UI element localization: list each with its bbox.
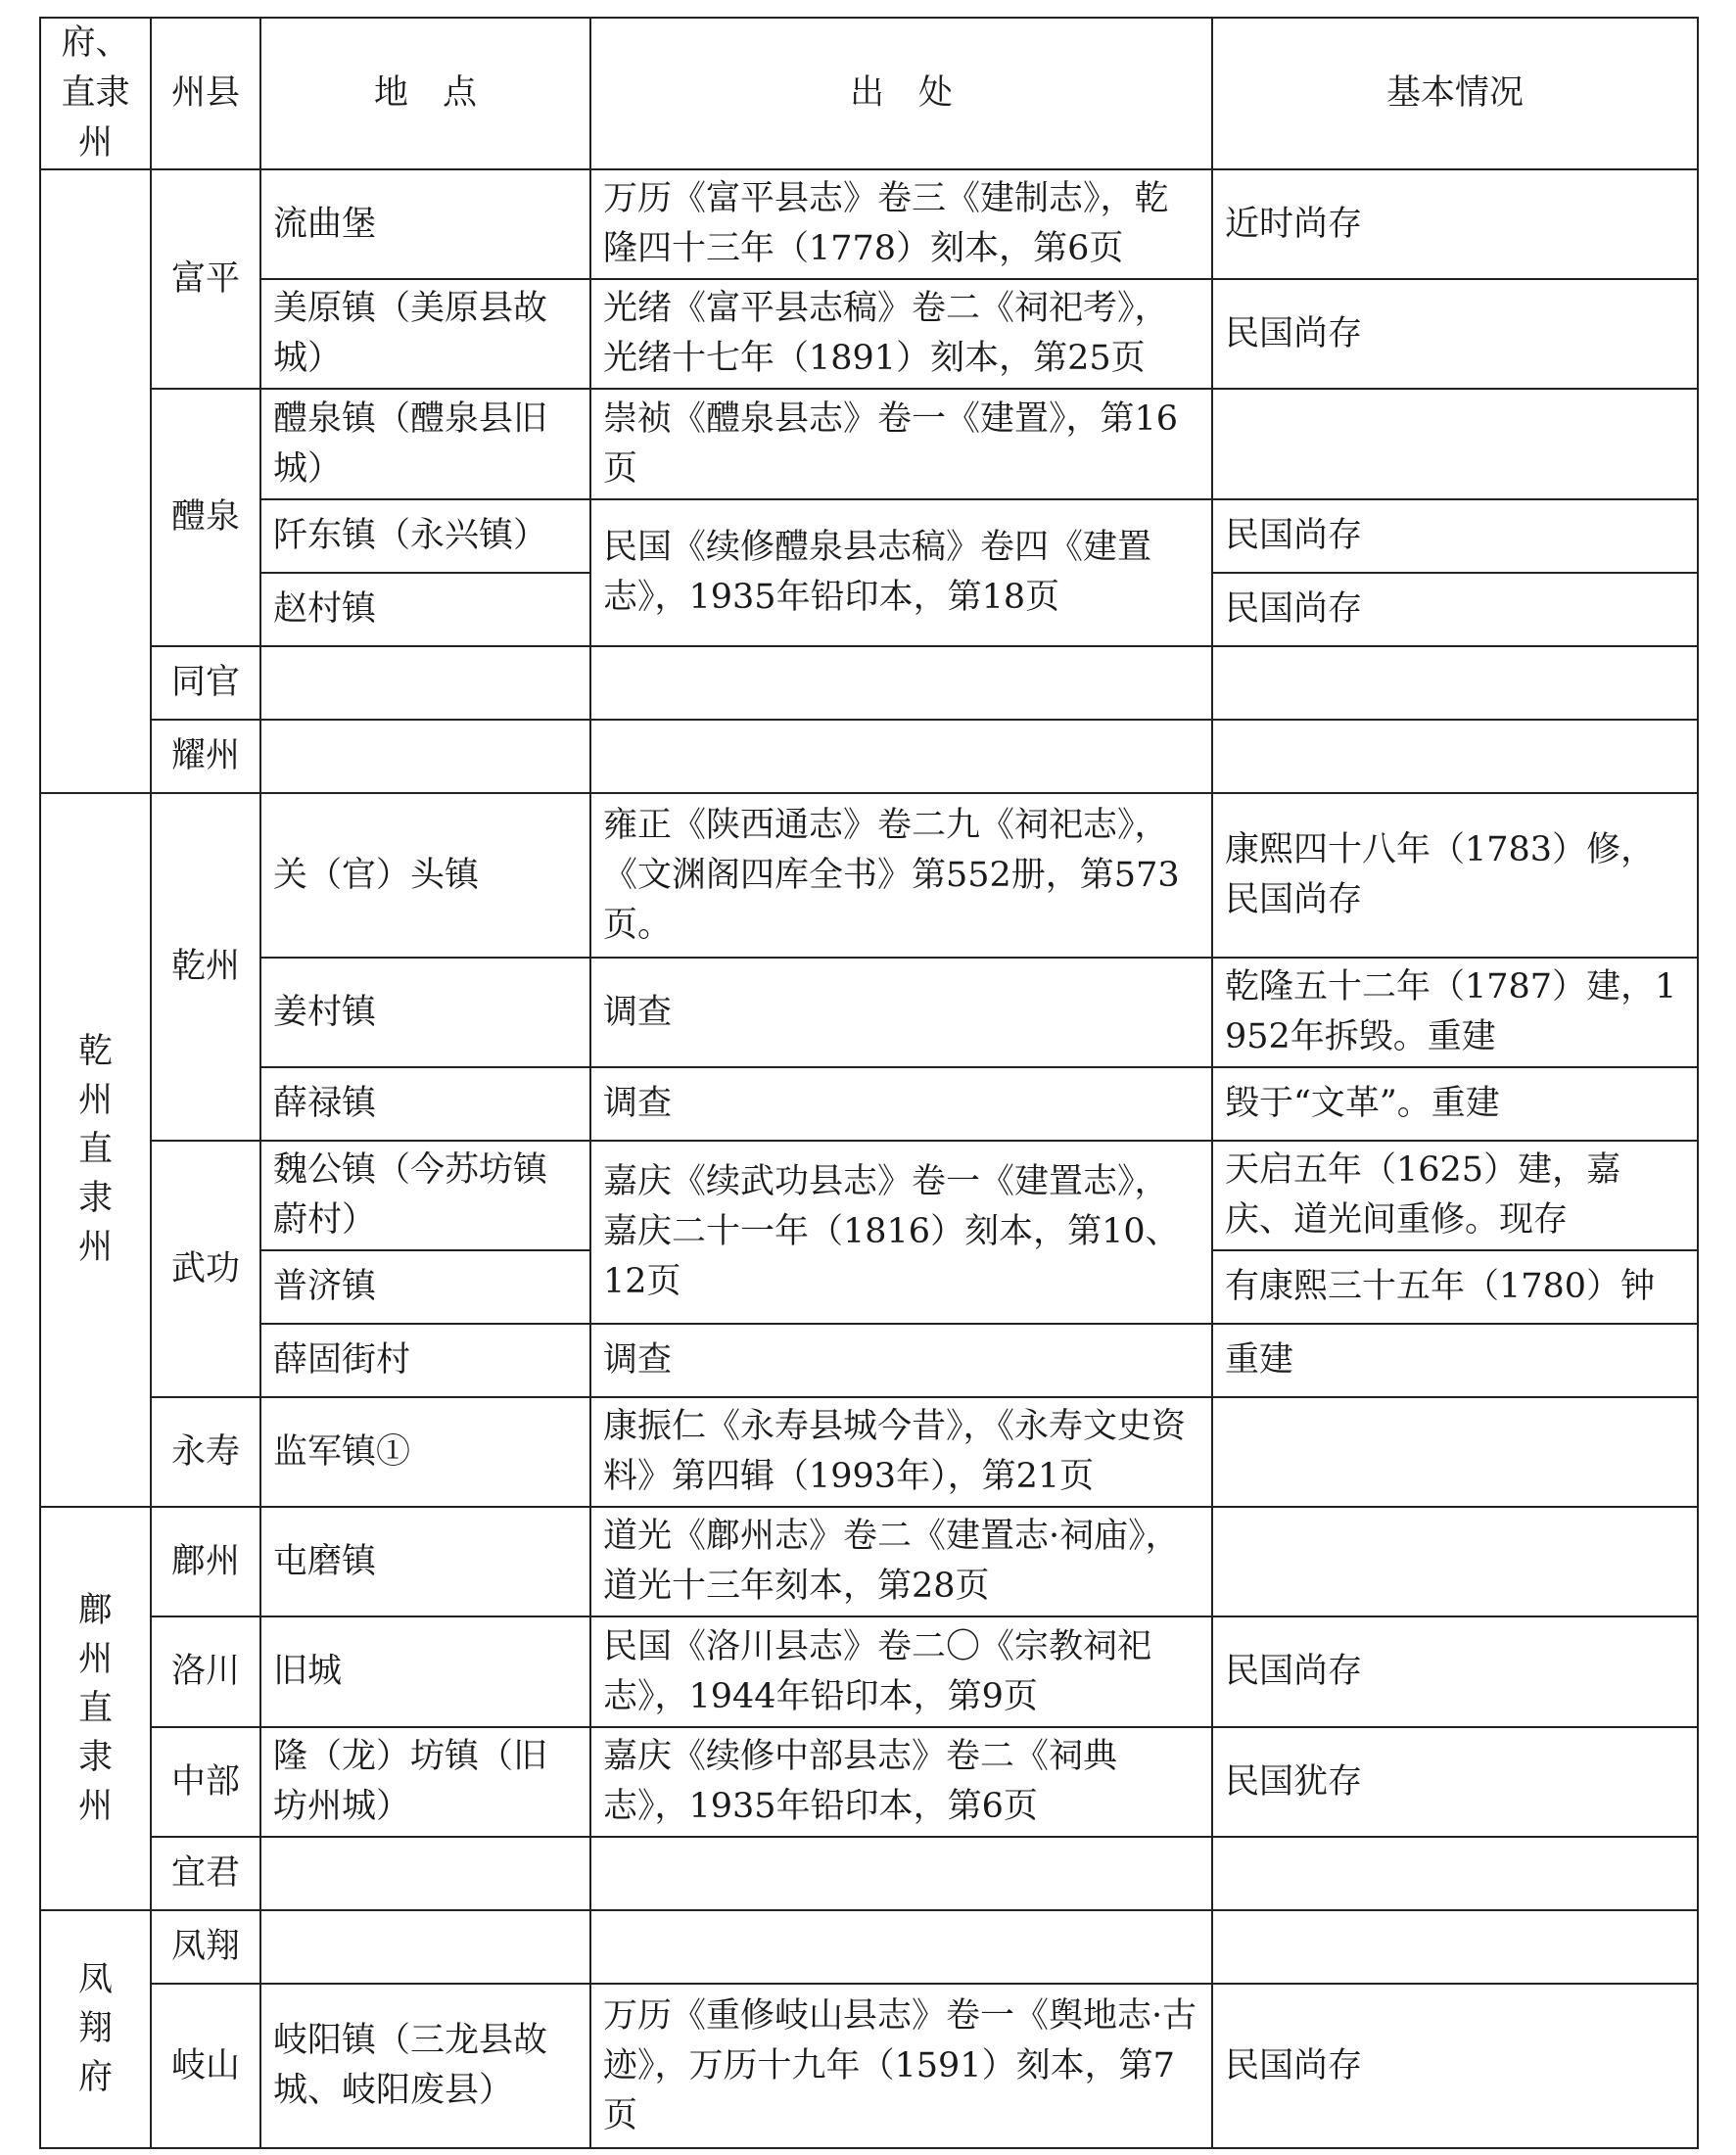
document-page [39,17,1697,2149]
place-cell: 阡东镇（永兴镇） [260,499,590,573]
prefecture-cell [40,1507,151,1910]
status-cell: 天启五年（1625）建，嘉庆、道光间重修。现存 [1212,1141,1698,1250]
source-cell [590,1910,1212,1984]
place-cell: 魏公镇（今苏坊镇蔚村） [260,1141,590,1250]
header-place: 地 点 [260,18,590,169]
prefecture-label: 凤翔府 [77,1960,113,2097]
table-row [40,1984,1698,2148]
table-row [40,1067,1698,1141]
status-cell [1212,1507,1698,1616]
place-cell: 屯磨镇 [260,1507,590,1616]
county-cell: 武功 [151,1141,260,1397]
source-cell [590,646,1212,720]
place-cell: 隆（龙）坊镇（旧坊州城） [260,1727,590,1837]
place-cell [260,1910,590,1984]
place-cell [260,720,590,793]
table-row [40,1727,1698,1837]
source-cell: 民国《续修醴泉县志稿》卷四《建置志》，1935年铅印本，第18页 [590,499,1212,646]
table-row [40,1324,1698,1397]
status-cell: 近时尚存 [1212,169,1698,279]
prefecture-label: 鄜州直隶州 [77,1590,113,1826]
status-cell: 康熙四十八年（1783）修，民国尚存 [1212,793,1698,958]
table-row [40,720,1698,793]
table-row [40,499,1698,573]
status-cell: 毁于“文革”。重建 [1212,1067,1698,1141]
place-cell: 普济镇 [260,1250,590,1324]
header-status: 基本情况 [1212,18,1698,169]
table-row [40,646,1698,720]
table-row [40,1616,1698,1727]
status-cell [1212,389,1698,499]
header-county: 州县 [151,18,260,169]
source-cell: 民国《洛川县志》卷二〇《宗教祠祀志》，1944年铅印本，第9页 [590,1616,1212,1727]
place-cell [260,1837,590,1910]
table-row [40,1910,1698,1984]
table-row [40,1397,1698,1507]
status-cell: 民国尚存 [1212,1984,1698,2148]
county-cell: 中部 [151,1727,260,1837]
source-cell: 调查 [590,1324,1212,1397]
county-cell: 醴泉 [151,389,260,646]
source-cell: 调查 [590,958,1212,1067]
source-cell: 调查 [590,1067,1212,1141]
place-cell: 姜村镇 [260,958,590,1067]
source-cell: 万历《重修岐山县志》卷一《舆地志·古迹》，万历十九年（1591）刻本，第7页 [590,1984,1212,2148]
prefecture-cell [40,169,151,793]
place-cell: 赵村镇 [260,573,590,646]
county-cell: 永寿 [151,1397,260,1507]
table-row [40,1507,1698,1616]
source-cell: 崇祯《醴泉县志》卷一《建置》，第16页 [590,389,1212,499]
place-cell [260,646,590,720]
source-cell: 道光《鄜州志》卷二《建置志·祠庙》，道光十三年刻本，第28页 [590,1507,1212,1616]
county-cell: 鄜州 [151,1507,260,1616]
prefecture-label: 乾州直隶州 [77,1032,113,1267]
table-row [40,169,1698,279]
status-cell: 重建 [1212,1324,1698,1397]
table-row [40,1141,1698,1250]
county-cell: 乾州 [151,793,260,1141]
table-row [40,958,1698,1067]
status-cell: 乾隆五十二年（1787）建，1952年拆毁。重建 [1212,958,1698,1067]
place-cell: 薛固街村 [260,1324,590,1397]
source-cell: 嘉庆《续修中部县志》卷二《祠典志》，1935年铅印本，第6页 [590,1727,1212,1837]
prefecture-cell [40,793,151,1507]
header-row [40,18,1698,169]
source-cell: 万历《富平县志》卷三《建制志》，乾隆四十三年（1778）刻本，第6页 [590,169,1212,279]
place-cell: 旧城 [260,1616,590,1727]
status-cell: 民国犹存 [1212,1727,1698,1837]
status-cell: 民国尚存 [1212,279,1698,389]
header-source: 出 处 [590,18,1212,169]
status-cell: 民国尚存 [1212,499,1698,573]
source-cell [590,720,1212,793]
header-prefecture: 府、直隶州 [40,18,151,169]
place-cell: 流曲堡 [260,169,590,279]
county-cell: 凤翔 [151,1910,260,1984]
place-cell: 薛禄镇 [260,1067,590,1141]
status-cell: 民国尚存 [1212,573,1698,646]
table-row [40,1837,1698,1910]
place-cell: 监军镇① [260,1397,590,1507]
county-cell: 同官 [151,646,260,720]
place-cell: 关（官）头镇 [260,793,590,958]
status-cell [1212,1910,1698,1984]
county-cell: 耀州 [151,720,260,793]
county-cell: 富平 [151,169,260,389]
status-cell [1212,1397,1698,1507]
table-row [40,279,1698,389]
status-cell [1212,646,1698,720]
county-cell: 岐山 [151,1984,260,2148]
source-cell: 雍正《陕西通志》卷二九《祠祀志》，《文渊阁四库全书》第552册，第573页。 [590,793,1212,958]
source-cell: 康振仁《永寿县城今昔》，《永寿文史资料》第四辑（1993年），第21页 [590,1397,1212,1507]
source-cell: 光绪《富平县志稿》卷二《祠祀考》，光绪十七年（1891）刻本，第25页 [590,279,1212,389]
source-cell [590,1837,1212,1910]
status-cell [1212,720,1698,793]
status-cell [1212,1837,1698,1910]
table-row [40,389,1698,499]
status-cell: 民国尚存 [1212,1616,1698,1727]
place-cell: 岐阳镇（三龙县故城、岐阳废县） [260,1984,590,2148]
prefecture-cell [40,1910,151,2148]
county-cell: 宜君 [151,1837,260,1910]
temple-location-table [39,17,1699,2149]
county-cell: 洛川 [151,1616,260,1727]
source-cell: 嘉庆《续武功县志》卷一《建置志》，嘉庆二十一年（1816）刻本，第10、12页 [590,1141,1212,1324]
place-cell: 美原镇（美原县故城） [260,279,590,389]
table-row [40,793,1698,958]
status-cell: 有康熙三十五年（1780）钟 [1212,1250,1698,1324]
place-cell: 醴泉镇（醴泉县旧城） [260,389,590,499]
